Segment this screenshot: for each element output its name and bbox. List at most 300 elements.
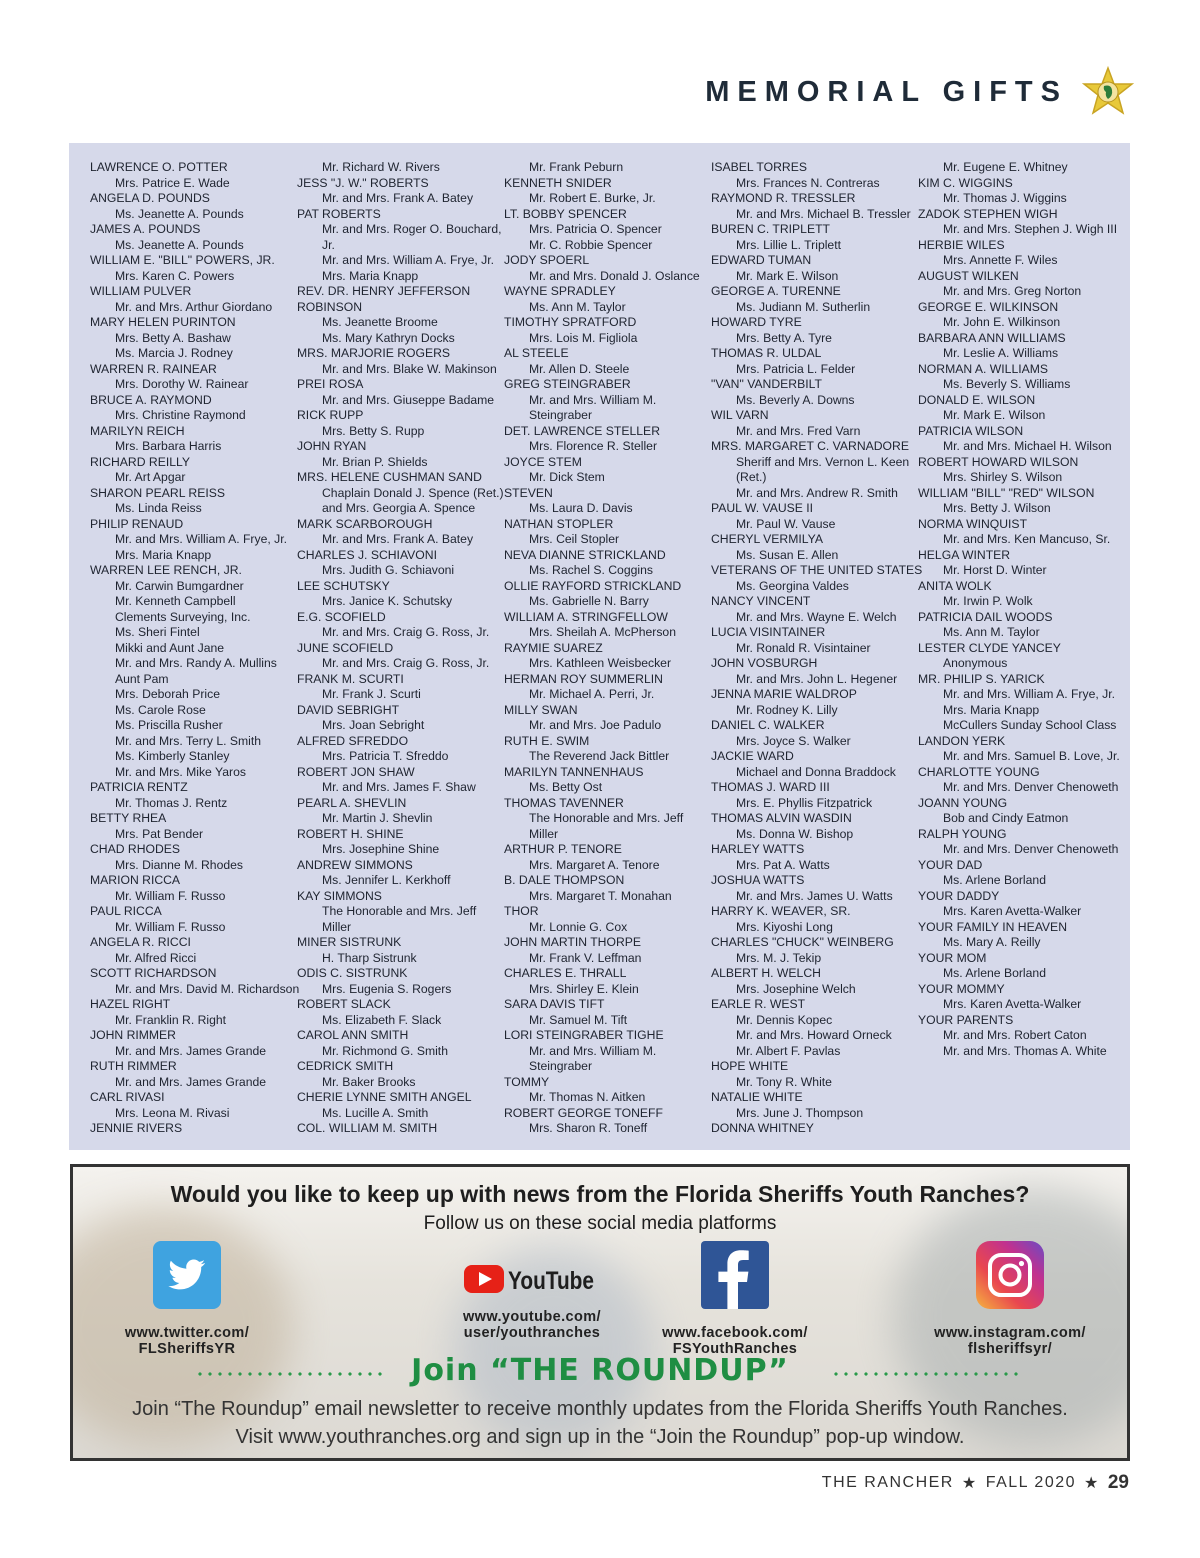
honoree-name: ROBERT H. SHINE <box>297 826 404 841</box>
page-header <box>705 66 1134 118</box>
honoree-name: PAUL RICCA <box>90 904 162 918</box>
donor-name: Mrs. Eugenia S. Rogers <box>322 981 452 996</box>
donor-name: Mr. and Mrs. Ken Mancuso, Sr. <box>943 532 1111 546</box>
instagram-link[interactable] <box>895 1241 1125 1357</box>
honoree-name: BARBARA ANN WILLIAMS <box>918 330 1066 345</box>
honoree-name: HARRY K. WEAVER, SR. <box>711 904 851 918</box>
honoree-name: TOMMY <box>504 1074 550 1089</box>
honoree-name: HERMAN ROY SUMMERLIN <box>504 671 663 686</box>
donor-name: Mr. and Mrs. William M. <box>529 1043 657 1058</box>
honoree-name: WARREN LEE RENCH, JR. <box>90 563 242 577</box>
star-separator-icon: ★ <box>961 1475 978 1492</box>
roundup-line-1: Join “The Roundup” email newsletter to receive monthly updates from the Florida Sheriffs Youth Ranches. <box>132 1398 1068 1420</box>
honoree-name: FRANK M. SCURTI <box>297 671 404 686</box>
facebook-url-line1[interactable]: www.facebook.com/ <box>662 1325 808 1341</box>
donor-name: Mr. Alfred Ricci <box>115 950 197 965</box>
donor-name: Mr. Franklin R. Right <box>115 1012 227 1027</box>
donor-name: Mr. and Mrs. Randy A. Mullins <box>115 656 277 670</box>
honoree-name: ANGELA R. RICCI <box>90 935 191 949</box>
donor-name: Mr. and Mrs. Frank A. Batey <box>322 532 474 546</box>
honoree-name: NORMA WINQUIST <box>918 516 1028 531</box>
donor-name: Chaplain Donald J. Spence (Ret.) <box>322 485 504 500</box>
donor-name: Mr. Frank J. Scurti <box>322 687 421 701</box>
donor-name: Mr. Brian P. Shields <box>322 454 428 469</box>
twitter-link[interactable] <box>72 1241 302 1357</box>
honoree-name: THOMAS ALVIN WASDIN <box>711 811 852 825</box>
honoree-name: WILLIAM A. STRINGFELLOW <box>504 609 668 624</box>
donor-name: Michael and Donna Braddock <box>736 764 896 779</box>
donor-name: Mr. C. Robbie Spencer <box>529 237 653 252</box>
honoree-name: LESTER CLYDE YANCEY <box>918 640 1061 655</box>
honoree-name: ALBERT H. WELCH <box>711 966 821 980</box>
donor-name: Sheriff and Mrs. Vernon L. Keen <box>736 454 910 469</box>
donor-name: Steingraber <box>529 1059 593 1073</box>
honoree-name: AUGUST WILKEN <box>918 268 1019 283</box>
donor-name: Mr. and Mrs. William M. <box>529 392 657 407</box>
donor-name: Mrs. Shirley E. Klein <box>529 981 639 996</box>
donor-name: Bob and Cindy Eatmon <box>943 811 1069 825</box>
donor-name: Mr. and Mrs. William A. Frye, Jr. <box>322 253 494 267</box>
donor-name: Ms. Jeanette A. Pounds <box>115 206 244 221</box>
donor-name: Mrs. Kiyoshi Long <box>736 919 833 934</box>
honoree-name: BRUCE A. RAYMOND <box>90 392 212 407</box>
honoree-name: JOSHUA WATTS <box>711 873 805 887</box>
honoree-name: COL. WILLIAM M. SMITH <box>297 1121 438 1135</box>
donor-name: Ms. Arlene Borland <box>943 873 1046 887</box>
donor-name: Mr. and Mrs. Donald J. Oslance <box>529 268 700 283</box>
donor-name: Mr. John E. Wilkinson <box>943 315 1061 329</box>
memorial-column-4 <box>711 160 923 1137</box>
honoree-name: JOANN YOUNG <box>918 795 1008 810</box>
honoree-name: MINER SISTRUNK <box>297 935 402 949</box>
donor-name: Mr. and Mrs. James Grande <box>115 1043 267 1058</box>
honoree-name: STEVEN <box>504 485 553 500</box>
donor-name: Mr. Michael A. Perri, Jr. <box>529 687 655 701</box>
honoree-name: KENNETH SNIDER <box>504 175 612 190</box>
honoree-name: YOUR DAD <box>918 857 983 872</box>
donor-name: Mr. and Mrs. Thomas A. White <box>943 1043 1107 1058</box>
roundup-title: Join “THE ROUNDUP” <box>411 1353 789 1388</box>
donor-name: Mr. Albert F. Pavlas <box>736 1043 841 1058</box>
honoree-name: ROBERT JON SHAW <box>297 764 415 779</box>
twitter-bird-icon[interactable] <box>153 1241 221 1309</box>
donor-name: Ms. Arlene Borland <box>943 966 1046 980</box>
instagram-url-line2[interactable]: flsheriffsyr/ <box>967 1341 1053 1357</box>
social-headline: Would you like to keep up with news from the Florida Sheriffs Youth Ranches? <box>170 1181 1030 1207</box>
honoree-name: DET. LAWRENCE STELLER <box>504 423 660 438</box>
honoree-name: NATALIE WHITE <box>711 1090 803 1104</box>
donor-name: Mr. Thomas J. Wiggins <box>943 191 1067 205</box>
donor-name: Mr. and Mrs. Michael H. Wilson <box>943 439 1112 453</box>
donor-name: Mr. Mark E. Wilson <box>736 268 839 283</box>
donor-name: Ms. Lucille A. Smith <box>322 1105 429 1120</box>
donor-name: Mrs. Patricia T. Sfreddo <box>322 749 449 763</box>
issue-label: FALL 2020 <box>985 1474 1077 1491</box>
section-title: MEMORIAL GIFTS <box>705 75 1068 108</box>
donor-name: Mikki and Aunt Jane <box>115 640 225 655</box>
honoree-name: WARREN R. RAINEAR <box>90 361 217 376</box>
honoree-name: PHILIP RENAUD <box>90 516 184 531</box>
donor-name: Mr. and Mrs. Michael B. Tressler <box>736 206 911 221</box>
donor-name: Mr. and Mrs. Andrew R. Smith <box>736 485 898 500</box>
honoree-name: YOUR PARENTS <box>918 1012 1014 1027</box>
honoree-name: JAMES A. POUNDS <box>90 222 201 236</box>
honoree-name: "VAN" VANDERBILT <box>711 377 822 391</box>
donor-name: Aunt Pam <box>115 671 169 686</box>
honoree-name: YOUR MOM <box>918 950 987 965</box>
page-footer <box>822 1472 1129 1494</box>
donor-name: Mrs. Kathleen Weisbecker <box>529 656 672 670</box>
donor-name: Mr. and Mrs. William A. Frye, Jr. <box>943 687 1115 701</box>
donor-name: Ms. Laura D. Davis <box>529 501 633 515</box>
honoree-name: ROBERT GEORGE TONEFF <box>504 1105 663 1120</box>
donor-name: Ms. Sheri Fintel <box>115 625 200 639</box>
honoree-name: NANCY VINCENT <box>711 594 811 608</box>
honoree-name: EARLE R. WEST <box>711 997 806 1011</box>
honoree-name: GREG STEINGRABER <box>504 377 631 391</box>
donor-name: Mrs. Josephine Shine <box>322 842 440 856</box>
honoree-name: HELGA WINTER <box>918 547 1011 562</box>
honoree-name: PREI ROSA <box>297 377 364 391</box>
donor-name: Mrs. Christine Raymond <box>115 408 246 422</box>
honoree-name: LANDON YERK <box>918 733 1006 748</box>
honoree-name: RICK RUPP <box>297 408 364 422</box>
page-number: 29 <box>1107 1472 1129 1493</box>
honoree-name: LUCIA VISINTAINER <box>711 625 826 639</box>
honoree-name: SCOTT RICHARDSON <box>90 966 217 980</box>
donor-name: Mrs. M. J. Tekip <box>736 950 822 965</box>
honoree-name: GEORGE A. TURENNE <box>711 284 841 298</box>
donor-name: Mrs. Maria Knapp <box>322 268 419 283</box>
honoree-name: THOMAS R. ULDAL <box>711 346 822 360</box>
honoree-name: LAWRENCE O. POTTER <box>90 160 228 174</box>
honoree-name: DANIEL C. WALKER <box>711 718 825 732</box>
donor-name: Ms. Rachel S. Coggins <box>529 563 653 577</box>
donor-name: Ms. Judiann M. Sutherlin <box>736 299 871 314</box>
honoree-name: THOR <box>504 904 539 918</box>
donor-name: Ms. Priscilla Rusher <box>115 718 223 732</box>
donor-name: Mr. and Mrs. William A. Frye, Jr. <box>115 532 287 546</box>
donor-name: Mrs. Patrice E. Wade <box>115 175 230 190</box>
donor-name: Mr. and Mrs. James Grande <box>115 1074 267 1089</box>
donor-name: Mrs. Karen Avetta-Walker <box>943 997 1082 1011</box>
honoree-name: CHERYL VERMILYA <box>711 532 823 546</box>
donor-name: Miller <box>529 826 559 841</box>
donor-name: The Honorable and Mrs. Jeff <box>529 811 684 825</box>
honoree-name: YOUR FAMILY IN HEAVEN <box>918 919 1067 934</box>
honoree-name: ROBERT HOWARD WILSON <box>918 454 1079 469</box>
honoree-name: RAYMOND R. TRESSLER <box>711 191 856 205</box>
facebook-f-icon[interactable] <box>701 1241 769 1309</box>
donor-name: Ms. Kimberly Stanley <box>115 749 230 763</box>
honoree-name: JOYCE STEM <box>504 454 582 469</box>
youtube-url-line1[interactable]: www.youtube.com/ <box>463 1309 601 1325</box>
honoree-name: YOUR MOMMY <box>918 981 1005 996</box>
honoree-name: BETTY RHEA <box>90 811 167 825</box>
donor-name: Mrs. Betty J. Wilson <box>943 501 1051 515</box>
honoree-name: RAYMIE SUAREZ <box>504 640 603 655</box>
honoree-name: ANGELA D. POUNDS <box>90 191 210 205</box>
donor-name: Mr. and Mrs. Greg Norton <box>943 284 1082 298</box>
donor-name: Mr. and Mrs. Giuseppe Badame <box>322 392 495 407</box>
donor-name: Mrs. June J. Thompson <box>736 1105 864 1120</box>
honoree-name: HOPE WHITE <box>711 1059 789 1073</box>
honoree-name: CHAD RHODES <box>90 842 181 856</box>
donor-name: Mrs. Shirley S. Wilson <box>943 470 1063 484</box>
honoree-name: ARTHUR P. TENORE <box>504 842 622 856</box>
donor-name: Mrs. Janice K. Schutsky <box>322 594 453 608</box>
donor-name: Mr. Martin J. Shevlin <box>322 811 433 825</box>
donor-name: Steingraber <box>529 408 593 422</box>
honoree-name: PAT ROBERTS <box>297 206 381 221</box>
honoree-name: ISABEL TORRES <box>711 160 807 174</box>
honoree-name: JODY SPOERL <box>504 253 590 267</box>
memorial-column-5 <box>918 160 1123 1059</box>
honoree-name: CHARLES J. SCHIAVONI <box>297 547 437 562</box>
honoree-name: JENNIE RIVERS <box>90 1121 183 1135</box>
memorial-gifts-list <box>69 143 1130 1150</box>
youtube-logo-icon[interactable] <box>462 1259 602 1299</box>
donor-name: Mr. Allen D. Steele <box>529 361 630 376</box>
honoree-name: SHARON PEARL REISS <box>90 485 226 500</box>
honoree-name: JOHN RYAN <box>297 439 367 453</box>
honoree-name: CARL RIVASI <box>90 1090 165 1104</box>
honoree-name: KIM C. WIGGINS <box>918 175 1013 190</box>
donor-name: Ms. Georgina Valdes <box>736 578 849 593</box>
donor-name: Mr. Thomas J. Rentz <box>115 795 228 810</box>
honoree-name: TIMOTHY SPRATFORD <box>504 315 637 329</box>
donor-name: Ms. Ann M. Taylor <box>943 625 1040 639</box>
honoree-name: YOUR DADDY <box>918 888 1000 903</box>
donor-name: Ms. Carole Rose <box>115 702 206 717</box>
honoree-name: MARY HELEN PURINTON <box>90 315 236 329</box>
donor-name: Mrs. Barbara Harris <box>115 439 222 453</box>
donor-name: Mr. and Mrs. Fred Varn <box>736 423 861 438</box>
donor-name: Mrs. Patricia O. Spencer <box>529 222 662 236</box>
youtube-link[interactable] <box>417 1241 647 1341</box>
honoree-name: KAY SIMMONS <box>297 888 382 903</box>
honoree-name: JENNA MARIE WALDROP <box>711 687 857 701</box>
honoree-name: MARILYN TANNENHAUS <box>504 764 644 779</box>
honoree-name: ALFRED SFREDDO <box>297 733 409 748</box>
donor-name: Mrs. Karen Avetta-Walker <box>943 904 1082 918</box>
youtube-logo-text: YouTube <box>508 1267 595 1295</box>
donor-name: Ms. Susan E. Allen <box>736 547 839 562</box>
donor-name: Ms. Beverly A. Downs <box>736 392 855 407</box>
twitter-url-line1[interactable]: www.twitter.com/ <box>124 1325 250 1341</box>
honoree-name: SARA DAVIS TIFT <box>504 997 605 1011</box>
honoree-name: ODIS C. SISTRUNK <box>297 966 408 980</box>
sheriff-star-logo-icon <box>1082 66 1134 118</box>
donor-name: Mr. and Mrs. Stephen J. Wigh III <box>943 222 1118 236</box>
honoree-name: PATRICIA DAIL WOODS <box>918 609 1053 624</box>
donor-name: Mr. Rodney K. Lilly <box>736 702 838 717</box>
honoree-name: CHERIE LYNNE SMITH ANGEL <box>297 1090 472 1104</box>
donor-name: Mrs. Deborah Price <box>115 687 220 701</box>
honoree-name: DAVID SEBRIGHT <box>297 702 400 717</box>
donor-name: Mr. Carwin Bumgardner <box>115 578 244 593</box>
donor-name: Mr. Irwin P. Wolk <box>943 594 1033 608</box>
memorial-column-3 <box>504 160 709 1137</box>
donor-name: Mrs. Margaret A. Tenore <box>529 857 660 872</box>
donor-name: Mr. Richard W. Rivers <box>322 160 440 174</box>
donor-name: Mrs. Lois M. Figliola <box>529 330 638 345</box>
honoree-name: CEDRICK SMITH <box>297 1059 394 1073</box>
honoree-name: PATRICIA WILSON <box>918 423 1024 438</box>
honoree-name: DONNA WHITNEY <box>711 1121 814 1135</box>
honoree-name: WILLIAM "BILL" "RED" WILSON <box>918 485 1095 500</box>
honoree-name: JESS "J. W." ROBERTS <box>297 175 429 190</box>
donor-name: Mr. and Mrs. Mike Yaros <box>115 764 246 779</box>
donor-name: Mrs. Annette F. Wiles <box>943 253 1058 267</box>
honoree-name: PAUL W. VAUSE II <box>711 501 814 515</box>
honoree-name: LEE SCHUTSKY <box>297 578 390 593</box>
honoree-name: LORI STEINGRABER TIGHE <box>504 1028 664 1042</box>
donor-name: Mr. Frank Peburn <box>529 160 624 174</box>
roundup-line-2[interactable]: Visit www.youthranches.org and sign up in the “Join the Roundup” pop-up window. <box>235 1426 965 1448</box>
donor-name: Mrs. Dorothy W. Rainear <box>115 377 249 391</box>
donor-name: Mrs. Dianne M. Rhodes <box>115 857 244 872</box>
donor-name: Mrs. Florence R. Steller <box>529 439 657 453</box>
donor-name: Mr. Thomas N. Aitken <box>529 1090 646 1104</box>
honoree-name: ANDREW SIMMONS <box>297 857 413 872</box>
honoree-name: CAROL ANN SMITH <box>297 1028 409 1042</box>
donor-name: The Honorable and Mrs. Jeff <box>322 904 477 918</box>
donor-name: Mrs. Betty A. Tyre <box>736 330 832 345</box>
donor-name: Mrs. Margaret T. Monahan <box>529 888 672 903</box>
honoree-name: AL STEELE <box>504 346 569 360</box>
memorial-column-2 <box>297 160 502 1137</box>
donor-name: Mr. and Mrs. Joe Padulo <box>529 718 662 732</box>
roundup-banner <box>73 1353 1127 1393</box>
donor-name: Ms. Mary Kathryn Docks <box>322 330 455 345</box>
donor-name: Mr. Dennis Kopec <box>736 1012 833 1027</box>
donor-name: Mr. William F. Russo <box>115 888 226 903</box>
donor-name: Ms. Elizabeth F. Slack <box>322 1012 442 1027</box>
donor-name: Mr. Lonnie G. Cox <box>529 919 628 934</box>
donor-name: McCullers Sunday School Class <box>943 718 1117 732</box>
donor-name: Mr. and Mrs. Roger O. Bouchard, <box>322 222 502 236</box>
honoree-name: WILLIAM PULVER <box>90 284 192 298</box>
star-separator-icon: ★ <box>1084 1475 1100 1492</box>
honoree-name: MARILYN REICH <box>90 423 185 438</box>
honoree-name: RUTH E. SWIM <box>504 733 590 748</box>
donor-name: Ms. Mary A. Reilly <box>943 935 1041 949</box>
donor-name: Mr. and Mrs. Blake W. Makinson <box>322 361 497 376</box>
donor-name: H. Tharp Sistrunk <box>322 950 417 965</box>
donor-name: Ms. Jeanette Broome <box>322 315 438 329</box>
donor-name: Mr. Leslie A. Williams <box>943 346 1059 360</box>
honoree-name: JOHN VOSBURGH <box>711 656 818 670</box>
instagram-url-line1[interactable]: www.instagram.com/ <box>934 1325 1086 1341</box>
honoree-name: BUREN C. TRIPLETT <box>711 222 830 236</box>
honoree-name: HERBIE WILES <box>918 237 1005 252</box>
donor-name: Mr. Samuel M. Tift <box>529 1012 628 1027</box>
donor-name: Mr. Kenneth Campbell <box>115 594 236 608</box>
donor-name: Mrs. Leona M. Rivasi <box>115 1105 230 1120</box>
donor-name: Mrs. Pat A. Watts <box>736 857 830 872</box>
donor-name: Mr. and Mrs. Arthur Giordano <box>115 299 273 314</box>
twitter-url-line2[interactable]: FLSheriffsYR <box>138 1341 236 1357</box>
donor-name: Mr. and Mrs. Robert Caton <box>943 1028 1087 1042</box>
donor-name: Ms. Jeanette A. Pounds <box>115 237 244 252</box>
donor-name: Mr. and Mrs. Howard Orneck <box>736 1028 892 1042</box>
honoree-name: ANITA WOLK <box>918 578 992 593</box>
honoree-name: PATRICIA RENTZ <box>90 780 188 794</box>
youtube-url-line2[interactable]: user/youthranches <box>463 1325 601 1341</box>
honoree-name: HOWARD TYRE <box>711 315 802 329</box>
donor-name: Mrs. Karen C. Powers <box>115 268 235 283</box>
honoree-name: THOMAS J. WARD III <box>711 780 830 794</box>
donor-name: Mr. and Mrs. Samuel B. Love, Jr. <box>943 749 1120 763</box>
donor-name: Mr. and Mrs. Terry L. Smith <box>115 733 262 748</box>
donor-name: Ms. Jennifer L. Kerkhoff <box>322 873 451 887</box>
donor-name: Mrs. Sheilah A. McPherson <box>529 625 676 639</box>
donor-name: Ms. Gabrielle N. Barry <box>529 594 649 608</box>
honoree-name: LT. BOBBY SPENCER <box>504 206 627 221</box>
donor-name: Mr. Tony R. White <box>736 1074 832 1089</box>
donor-name: Mr. and Mrs. Frank A. Batey <box>322 191 474 205</box>
donor-name: Mrs. Frances N. Contreras <box>736 175 880 190</box>
honoree-name: JOHN MARTIN THORPE <box>504 935 642 949</box>
donor-name: Mrs. Maria Knapp <box>943 702 1040 717</box>
donor-name: Mr. and Mrs. James U. Watts <box>736 888 893 903</box>
donor-name: Mr. Mark E. Wilson <box>943 408 1046 422</box>
honoree-name: CHARLES E. THRALL <box>504 966 627 980</box>
donor-name: Mr. Ronald R. Visintainer <box>736 640 871 655</box>
publication-name: THE RANCHER <box>821 1474 954 1491</box>
facebook-link[interactable] <box>620 1241 850 1357</box>
honoree-name: ROBINSON <box>297 299 363 314</box>
honoree-name: MARK SCARBOROUGH <box>297 516 433 531</box>
honoree-name: JUNE SCOFIELD <box>297 640 394 655</box>
donor-name: Mr. and Mrs. James F. Shaw <box>322 780 476 794</box>
donor-name: Mr. Paul W. Vause <box>736 516 836 531</box>
donor-name: (Ret.) <box>736 470 767 484</box>
honoree-name: RUTH RIMMER <box>90 1059 177 1073</box>
honoree-name: B. DALE THOMPSON <box>504 873 625 887</box>
honoree-name: HARLEY WATTS <box>711 842 805 856</box>
honoree-name: REV. DR. HENRY JEFFERSON <box>297 284 471 298</box>
memorial-column-1 <box>90 160 300 1137</box>
donor-name: Miller <box>322 919 352 934</box>
facebook-url-line2[interactable]: FSYouthRanches <box>672 1341 798 1357</box>
honoree-name: RALPH YOUNG <box>918 826 1007 841</box>
honoree-name: WILLIAM E. "BILL" POWERS, JR. <box>90 253 275 267</box>
donor-name: Mrs. Lillie L. Triplett <box>736 237 841 252</box>
donor-name: Mr. and Mrs. Wayne E. Welch <box>736 609 897 624</box>
honoree-name: NEVA DIANNE STRICKLAND <box>504 547 666 562</box>
donor-name: Mr. and Mrs. Denver Chenoweth <box>943 842 1119 856</box>
donor-name: Ms. Ann M. Taylor <box>529 299 626 314</box>
honoree-name: MR. PHILIP S. YARICK <box>918 671 1045 686</box>
donor-name: Mr. and Mrs. David M. Richardson <box>115 981 300 996</box>
donor-name: Anonymous <box>943 656 1008 670</box>
honoree-name: VETERANS OF THE UNITED STATES <box>711 563 923 577</box>
honoree-name: WAYNE SPRADLEY <box>504 284 616 298</box>
donor-name: Mr. Frank V. Leffman <box>529 950 642 965</box>
donor-name: Mr. and Mrs. Craig G. Ross, Jr. <box>322 656 490 670</box>
honoree-name: MRS. MARGARET C. VARNADORE <box>711 439 909 453</box>
instagram-camera-icon[interactable] <box>976 1241 1044 1309</box>
honoree-name: JOHN RIMMER <box>90 1028 176 1042</box>
donor-name: Mr. Horst D. Winter <box>943 563 1047 577</box>
donor-name: Mrs. Joan Sebright <box>322 718 425 732</box>
donor-name: Mr. William F. Russo <box>115 919 226 934</box>
donor-name: The Reverend Jack Bittler <box>529 749 670 763</box>
honoree-name: JACKIE WARD <box>711 749 794 763</box>
honoree-name: EDWARD TUMAN <box>711 253 812 267</box>
